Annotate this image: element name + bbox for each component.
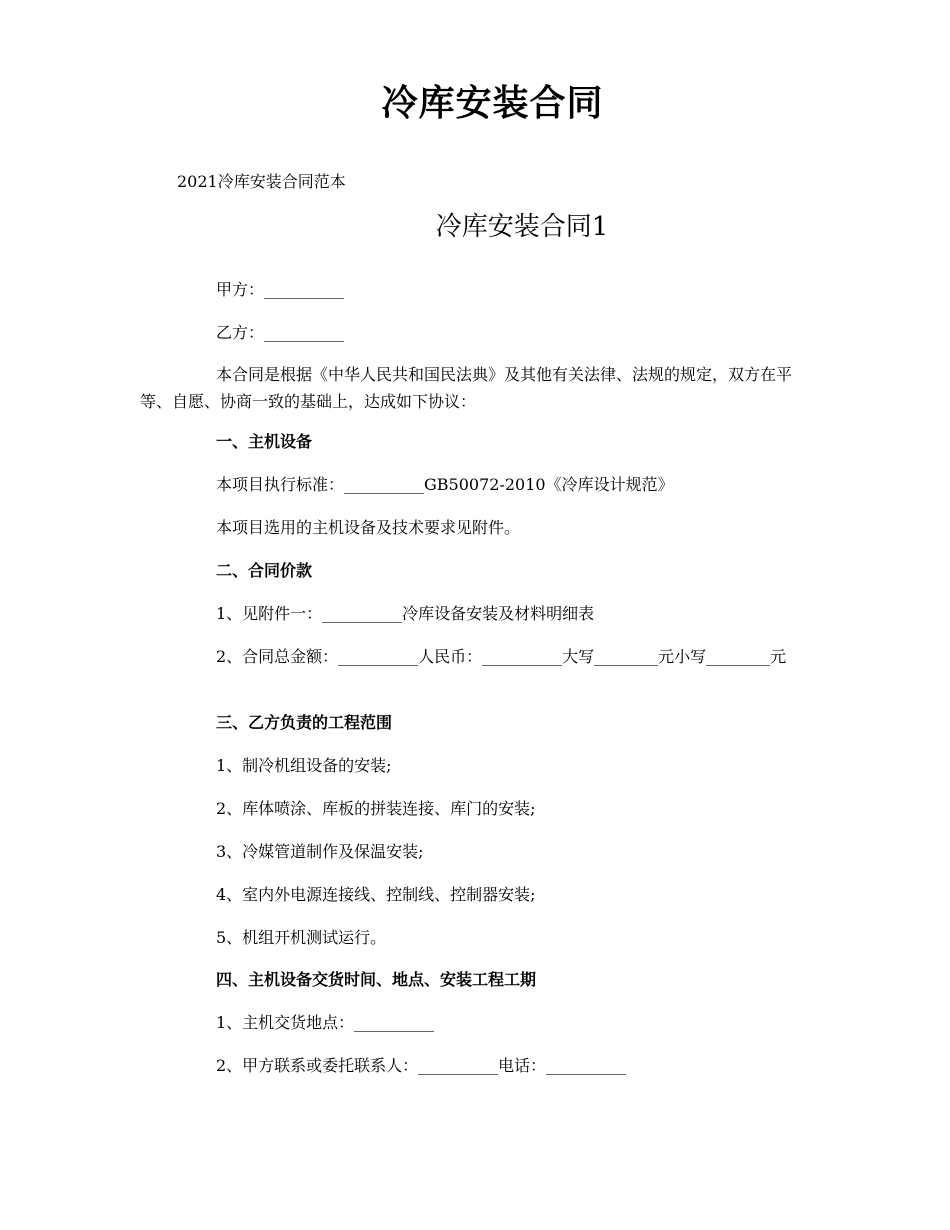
intro-paragraph: 本合同是根据《中华人民共和国民法典》及其他有关法律、法规的规定，双方在平等、自愿、协商一致的基础上，达成如下协议： xyxy=(140,365,793,411)
section-item: 2、合同总金额：__________人民币：__________大写________元小写________元 xyxy=(216,647,787,666)
section-item: 本项目选用的主机设备及技术要求见附件。 xyxy=(216,518,521,537)
section-item: 2、甲方联系或委托联系人：__________电话：__________ xyxy=(216,1056,627,1075)
section-heading-scope: 三、乙方负责的工程范围 xyxy=(216,713,393,732)
section-heading-equipment: 一、主机设备 xyxy=(216,432,313,451)
document-subtitle: 2021冷库安装合同范本 xyxy=(177,172,346,191)
section-item: 1、主机交货地点：__________ xyxy=(216,1013,435,1032)
section-heading-price: 二、合同价款 xyxy=(216,561,313,580)
party-a-line: 甲方：__________ xyxy=(216,280,345,299)
section-item: 1、见附件一：__________冷库设备安装及材料明细表 xyxy=(216,604,595,623)
section-item: 4、室内外电源连接线、控制线、控制器安装; xyxy=(216,885,536,904)
section-item: 5、机组开机测试运行。 xyxy=(216,928,387,947)
section-heading-delivery: 四、主机设备交货时间、地点、安装工程工期 xyxy=(216,970,537,989)
section-item: 本项目执行标准：__________GB50072-2010《冷库设计规范》 xyxy=(216,475,674,494)
section-item: 2、库体喷涂、库板的拼装连接、库门的安装; xyxy=(216,799,536,818)
party-b-line: 乙方：__________ xyxy=(216,323,345,342)
section-item: 3、冷媒管道制作及保温安装; xyxy=(216,842,424,861)
contract-heading: 冷库安装合同1 xyxy=(435,212,609,242)
document-title: 冷库安装合同 xyxy=(381,83,604,124)
section-item: 1、制冷机组设备的安装; xyxy=(216,756,392,775)
